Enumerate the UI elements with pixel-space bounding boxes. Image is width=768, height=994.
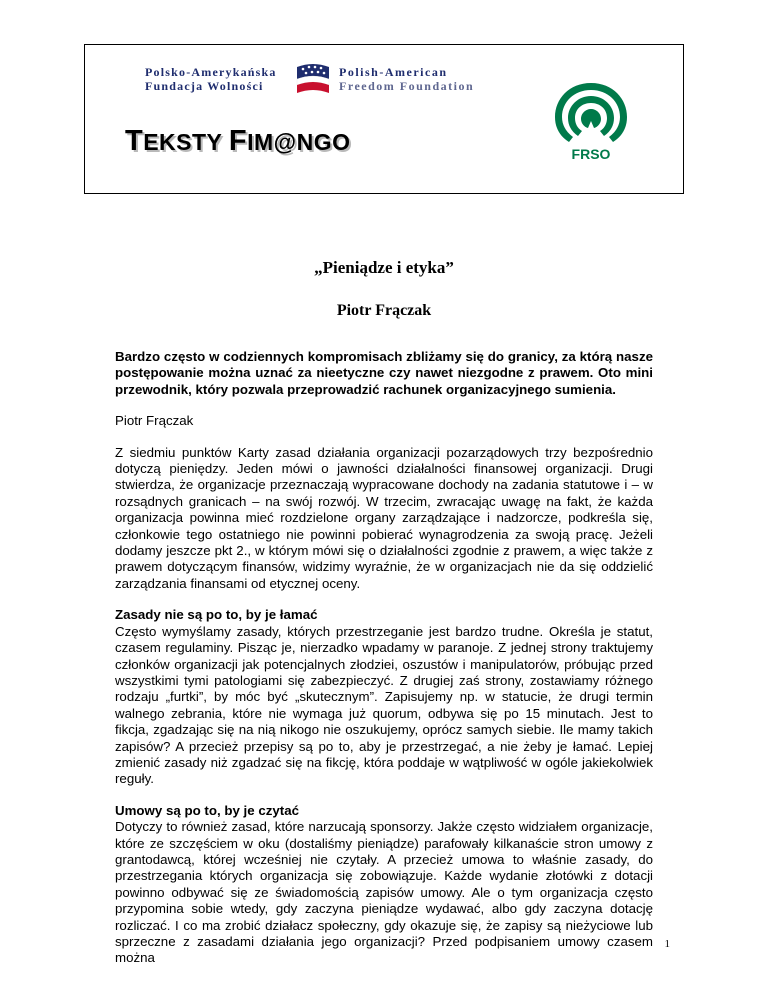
teksty-rest-3: NGO bbox=[296, 129, 351, 155]
pafw-logo bbox=[145, 65, 505, 105]
section-2-text: Dotyczy to również zasad, które narzucają sponsorzy. Jakże często widziałem organizacje, które ze szczęściem w oku (dostaliśmy pieniądze) parafowały kilkanaście stron umowy z grantodawcą, której wcześniej nie czytały. A przecież umowa to właśnie zasady, do przestrzegania których organizacja się zobowiązuje. Każde wydanie złotówki z dotacji powinno odbywać się ze świadomością zapisów umowy. Ale o tym organizacja często przypomina sobie wtedy, gdy zaczyna pieniądze wydawać, albo gdy zaczyna dotację rozliczać. I co ma zrobić działacz społeczny, gdy okazuje się, że zapisy są nieżyciowe lub sprzeczne z zasadami działania jego organizacji? Przed podpisaniem umowy czasem można bbox=[115, 819, 653, 966]
pafw-name-polish bbox=[145, 65, 285, 93]
paragraph-1: Z siedmiu punktów Karty zasad działania organizacji pozarządowych trzy bezpośrednio dotyczą pieniędzy. Jeden mówi o jawności działalności finansowej organizacji. Drugi stwierdza, że organizacje przeznaczają wypracowane dochody na zadania statutowe i – w rozsądnych granicach – na swój rozwój. W trzecim, zwracając uwagę na fakt, że każda organizacja powinna mieć rozdzielone organy zarządzające i nadzorcze, podkreśla się, członkowie tego ostatniego nie powinni pobierać wynagrodzenia za swoją pracę. Jeżeli dodamy jeszcze pkt 2., w którym mówi się o działalności zgodnie z prawem, a więc także z prawem dotyczącym finansów, widzimy wyraźnie, że w organizacjach nie da się oddzielić zarządzania finansami od etycznej oceny. bbox=[115, 444, 653, 591]
section-1-text: Często wymyślamy zasady, których przestrzeganie jest bardzo trudne. Określa je statut, czasem regulaminy. Pisząc je, nierzadko wpadamy w paranoje. Z jednej strony traktujemy członków organizacji jak potencjalnych złodziei, oszustów i manipulatorów, próbując przed wszystkimi tymi patologiami się zabezpieczyć. Z drugiej zaś strony, zostawiamy różnego rodzaju „furtki”, by móc być „skutecznym”. Zapisujemy np. w statucie, że drugi termin walnego zebrania, które nie wymaga już quorum, odbywa się po 15 minutach. Jest to fikcja, zgadzając się na nią nikogo nie oszukujemy, oprócz samych siebie. Ile mamy takich zapisów? A przecież przepisy są po to, aby je przestrzegać, a nie żeby je łamać. Lepiej zmienić zasady niż zgadzać się na fikcję, która poddaje w wątpliwość w ogóle jakiekolwiek reguły. bbox=[115, 623, 653, 787]
pafw-english-line1: Polish-American bbox=[339, 65, 448, 79]
header-banner bbox=[84, 44, 684, 194]
lead-paragraph: Bardzo często w codziennych kompromisach zbliżamy się do granicy, za którą nasze postępowanie można uznać za nieetyczne czy nawet niezgodne z prawem. Oto mini przewodnik, który pozwala przeprowadzić rachunek organizacyjnego sumienia. bbox=[115, 349, 653, 397]
frso-label: FRSO bbox=[571, 146, 611, 162]
byline: Piotr Frączak bbox=[115, 413, 194, 429]
pafw-polish-line2: Fundacja Wolności bbox=[145, 79, 264, 93]
page-number: 1 bbox=[664, 938, 670, 950]
section-2-heading: Umowy są po to, by je czytać bbox=[115, 802, 299, 818]
section-2 bbox=[115, 803, 653, 967]
document-title: „Pieniądze i etyka” bbox=[314, 258, 454, 277]
teksty-initial-f: F bbox=[228, 125, 248, 157]
section-1 bbox=[115, 607, 653, 787]
section-1-heading: Zasady nie są po to, by je łamać bbox=[115, 607, 318, 623]
pafw-flag-emblem-icon bbox=[293, 59, 333, 99]
pafw-name-english bbox=[339, 65, 509, 93]
teksty-initial-t: T bbox=[125, 125, 144, 157]
document-body bbox=[115, 349, 653, 982]
document-author: Piotr Frączak bbox=[336, 302, 432, 319]
teksty-rest-1: EKSTY bbox=[143, 129, 229, 155]
frso-logo-icon bbox=[551, 79, 631, 163]
pafw-polish-line1: Polsko-Amerykańska bbox=[145, 65, 277, 79]
pafw-english-line2: Freedom Foundation bbox=[339, 79, 475, 93]
teksty-rest-2: IM@ bbox=[247, 129, 297, 155]
teksty-fimango-logo bbox=[125, 125, 350, 158]
